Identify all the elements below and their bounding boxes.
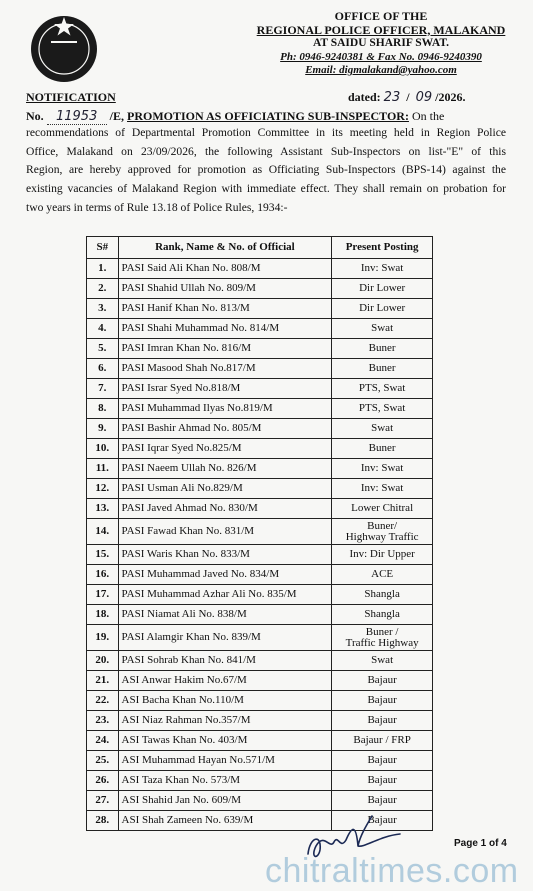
name-cell: PASI Sohrab Khan No. 841/M bbox=[118, 651, 332, 671]
promotion-table bbox=[86, 236, 433, 831]
serial-cell: 26. bbox=[87, 771, 119, 791]
serial-cell: 2. bbox=[87, 279, 119, 299]
name-cell: PASI Naeem Ullah No. 826/M bbox=[118, 459, 332, 479]
table-row bbox=[87, 605, 433, 625]
serial-cell: 24. bbox=[87, 731, 119, 751]
watermark: chitraltimes.com bbox=[265, 852, 519, 890]
posting-cell: Bajaur bbox=[332, 811, 433, 831]
serial-cell: 23. bbox=[87, 711, 119, 731]
serial-cell: 10. bbox=[87, 439, 119, 459]
table-row bbox=[87, 585, 433, 605]
table-row bbox=[87, 399, 433, 419]
table-row bbox=[87, 691, 433, 711]
name-cell: PASI Muhammad Azhar Ali No. 835/M bbox=[118, 585, 332, 605]
posting-cell: Dir Lower bbox=[332, 279, 433, 299]
posting-cell: Shangla bbox=[332, 585, 433, 605]
table-row bbox=[87, 319, 433, 339]
posting-cell: Bajaur bbox=[332, 691, 433, 711]
reference-subject: PROMOTION AS OFFICIATING SUB-INSPECTOR: bbox=[127, 109, 409, 123]
posting-cell: Buner bbox=[332, 439, 433, 459]
serial-cell: 3. bbox=[87, 299, 119, 319]
table-row bbox=[87, 671, 433, 691]
name-cell: ASI Shahid Jan No. 609/M bbox=[118, 791, 332, 811]
body-line: Office, Malakand on 23/09/2026, the following Assistant Sub-Inspectors on list-"E" of this bbox=[26, 144, 506, 158]
name-cell: PASI Iqrar Syed No.825/M bbox=[118, 439, 332, 459]
reference-number: 11953 bbox=[55, 109, 98, 124]
table-row bbox=[87, 499, 433, 519]
notification-date: dated: 23 / 09 /2026. bbox=[348, 90, 466, 105]
serial-cell: 18. bbox=[87, 605, 119, 625]
serial-cell: 19. bbox=[87, 625, 119, 651]
name-cell: PASI Niamat Ali No. 838/M bbox=[118, 605, 332, 625]
name-cell: PASI Muhammad Ilyas No.819/M bbox=[118, 399, 332, 419]
name-cell: ASI Taza Khan No. 573/M bbox=[118, 771, 332, 791]
body-line: recommendations of Departmental Promotion Committee in its meeting held in Region Police bbox=[26, 126, 506, 139]
page-number: Page 1 of 4 bbox=[454, 838, 507, 849]
table-row bbox=[87, 339, 433, 359]
table-row bbox=[87, 625, 433, 651]
reference-no-prefix: No. bbox=[26, 109, 44, 123]
table-row bbox=[87, 519, 433, 545]
office-line-3: AT SAIDU SHARIF SWAT. bbox=[312, 37, 450, 49]
table-row bbox=[87, 545, 433, 565]
serial-cell: 13. bbox=[87, 499, 119, 519]
reference-suffix: /E, bbox=[109, 109, 125, 123]
table-row bbox=[87, 459, 433, 479]
serial-cell: 20. bbox=[87, 651, 119, 671]
serial-cell: 12. bbox=[87, 479, 119, 499]
office-email: Email: digmalakand@yahoo.com bbox=[305, 64, 457, 76]
table-row bbox=[87, 359, 433, 379]
body-line: Region, are hereby approved for promotion as Officiating Sub-Inspectors (BPS-14) against the bbox=[26, 163, 506, 177]
header-posting: Present Posting bbox=[332, 237, 433, 259]
serial-cell: 17. bbox=[87, 585, 119, 605]
posting-cell: Swat bbox=[332, 419, 433, 439]
serial-cell: 25. bbox=[87, 751, 119, 771]
notification-body bbox=[26, 124, 506, 218]
posting-cell: Buner bbox=[332, 339, 433, 359]
posting-cell: Buner bbox=[332, 359, 433, 379]
table-row bbox=[87, 651, 433, 671]
serial-cell: 28. bbox=[87, 811, 119, 831]
table-row bbox=[87, 439, 433, 459]
table-row bbox=[87, 711, 433, 731]
posting-cell: Bajaur / FRP bbox=[332, 731, 433, 751]
posting-cell: ACE bbox=[332, 565, 433, 585]
date-prefix: dated: bbox=[348, 90, 381, 104]
table-row bbox=[87, 565, 433, 585]
table-row bbox=[87, 259, 433, 279]
posting-cell: Swat bbox=[332, 319, 433, 339]
table-row bbox=[87, 731, 433, 751]
serial-cell: 22. bbox=[87, 691, 119, 711]
posting-cell: Buner/ Highway Traffic bbox=[332, 519, 433, 545]
body-line: existing vacancies of Malakand Region with immediate effect. They shall remain on probation for bbox=[26, 182, 506, 196]
name-cell: PASI Hanif Khan No. 813/M bbox=[118, 299, 332, 319]
serial-cell: 8. bbox=[87, 399, 119, 419]
table-header-row bbox=[87, 237, 433, 259]
posting-cell: Shangla bbox=[332, 605, 433, 625]
serial-cell: 9. bbox=[87, 419, 119, 439]
header-name: Rank, Name & No. of Official bbox=[118, 237, 332, 259]
body-line: two years in terms of Rule 13.18 of Police Rules, 1934:- bbox=[26, 200, 288, 214]
posting-cell: Swat bbox=[332, 651, 433, 671]
posting-cell: Bajaur bbox=[332, 671, 433, 691]
name-cell: PASI Usman Ali No.829/M bbox=[118, 479, 332, 499]
serial-cell: 6. bbox=[87, 359, 119, 379]
posting-cell: Inv: Swat bbox=[332, 479, 433, 499]
office-heading bbox=[236, 10, 526, 78]
name-cell: PASI Said Ali Khan No. 808/M bbox=[118, 259, 332, 279]
table-row bbox=[87, 771, 433, 791]
serial-cell: 5. bbox=[87, 339, 119, 359]
name-cell: ASI Anwar Hakim No.67/M bbox=[118, 671, 332, 691]
serial-cell: 15. bbox=[87, 545, 119, 565]
posting-cell: Bajaur bbox=[332, 791, 433, 811]
table-row bbox=[87, 479, 433, 499]
posting-cell: Dir Lower bbox=[332, 299, 433, 319]
date-day: 23 bbox=[383, 90, 401, 105]
name-cell: ASI Shah Zameen No. 639/M bbox=[118, 811, 332, 831]
name-cell: PASI Waris Khan No. 833/M bbox=[118, 545, 332, 565]
table-row bbox=[87, 419, 433, 439]
name-cell: PASI Muhammad Javed No. 834/M bbox=[118, 565, 332, 585]
notification-row bbox=[26, 90, 481, 106]
office-line-1: OFFICE OF THE bbox=[334, 9, 428, 23]
name-cell: PASI Masood Shah No.817/M bbox=[118, 359, 332, 379]
date-year: /2026. bbox=[435, 90, 466, 104]
office-phone-fax: Ph: 0946-9240381 & Fax No. 0946-9240390 bbox=[280, 50, 482, 63]
posting-cell: Lower Chitral bbox=[332, 499, 433, 519]
table-row bbox=[87, 279, 433, 299]
name-cell: ASI Tawas Khan No. 403/M bbox=[118, 731, 332, 751]
name-cell: PASI Fawad Khan No. 831/M bbox=[118, 519, 332, 545]
posting-cell: Inv: Dir Upper bbox=[332, 545, 433, 565]
date-month: 09 bbox=[415, 90, 433, 105]
name-cell: PASI Alamgir Khan No. 839/M bbox=[118, 625, 332, 651]
name-cell: PASI Israr Syed No.818/M bbox=[118, 379, 332, 399]
posting-cell: PTS, Swat bbox=[332, 379, 433, 399]
name-cell: ASI Bacha Khan No.110/M bbox=[118, 691, 332, 711]
posting-cell: Inv: Swat bbox=[332, 259, 433, 279]
posting-cell: Bajaur bbox=[332, 751, 433, 771]
serial-cell: 14. bbox=[87, 519, 119, 545]
name-cell: PASI Imran Khan No. 816/M bbox=[118, 339, 332, 359]
serial-cell: 4. bbox=[87, 319, 119, 339]
table-row bbox=[87, 379, 433, 399]
posting-cell: Bajaur bbox=[332, 771, 433, 791]
serial-cell: 7. bbox=[87, 379, 119, 399]
table-row bbox=[87, 299, 433, 319]
office-line-2: REGIONAL POLICE OFFICER, MALAKAND bbox=[256, 22, 506, 37]
serial-cell: 27. bbox=[87, 791, 119, 811]
serial-cell: 11. bbox=[87, 459, 119, 479]
name-cell: PASI Bashir Ahmad No. 805/M bbox=[118, 419, 332, 439]
header-serial: S# bbox=[87, 237, 119, 259]
name-cell: PASI Shahid Ullah No. 809/M bbox=[118, 279, 332, 299]
name-cell: ASI Muhammad Hayan No.571/M bbox=[118, 751, 332, 771]
reference-tail: On the bbox=[411, 109, 445, 123]
notification-label: NOTIFICATION bbox=[26, 90, 116, 104]
reference-line bbox=[26, 109, 506, 125]
table-row bbox=[87, 751, 433, 771]
posting-cell: PTS, Swat bbox=[332, 399, 433, 419]
police-logo bbox=[29, 11, 99, 83]
name-cell: PASI Shahi Muhammad No. 814/M bbox=[118, 319, 332, 339]
posting-cell: Bajaur bbox=[332, 711, 433, 731]
serial-cell: 16. bbox=[87, 565, 119, 585]
posting-cell: Buner / Traffic Highway bbox=[332, 625, 433, 651]
serial-cell: 21. bbox=[87, 671, 119, 691]
serial-cell: 1. bbox=[87, 259, 119, 279]
posting-cell: Inv: Swat bbox=[332, 459, 433, 479]
name-cell: PASI Javed Ahmad No. 830/M bbox=[118, 499, 332, 519]
name-cell: ASI Niaz Rahman No.357/M bbox=[118, 711, 332, 731]
